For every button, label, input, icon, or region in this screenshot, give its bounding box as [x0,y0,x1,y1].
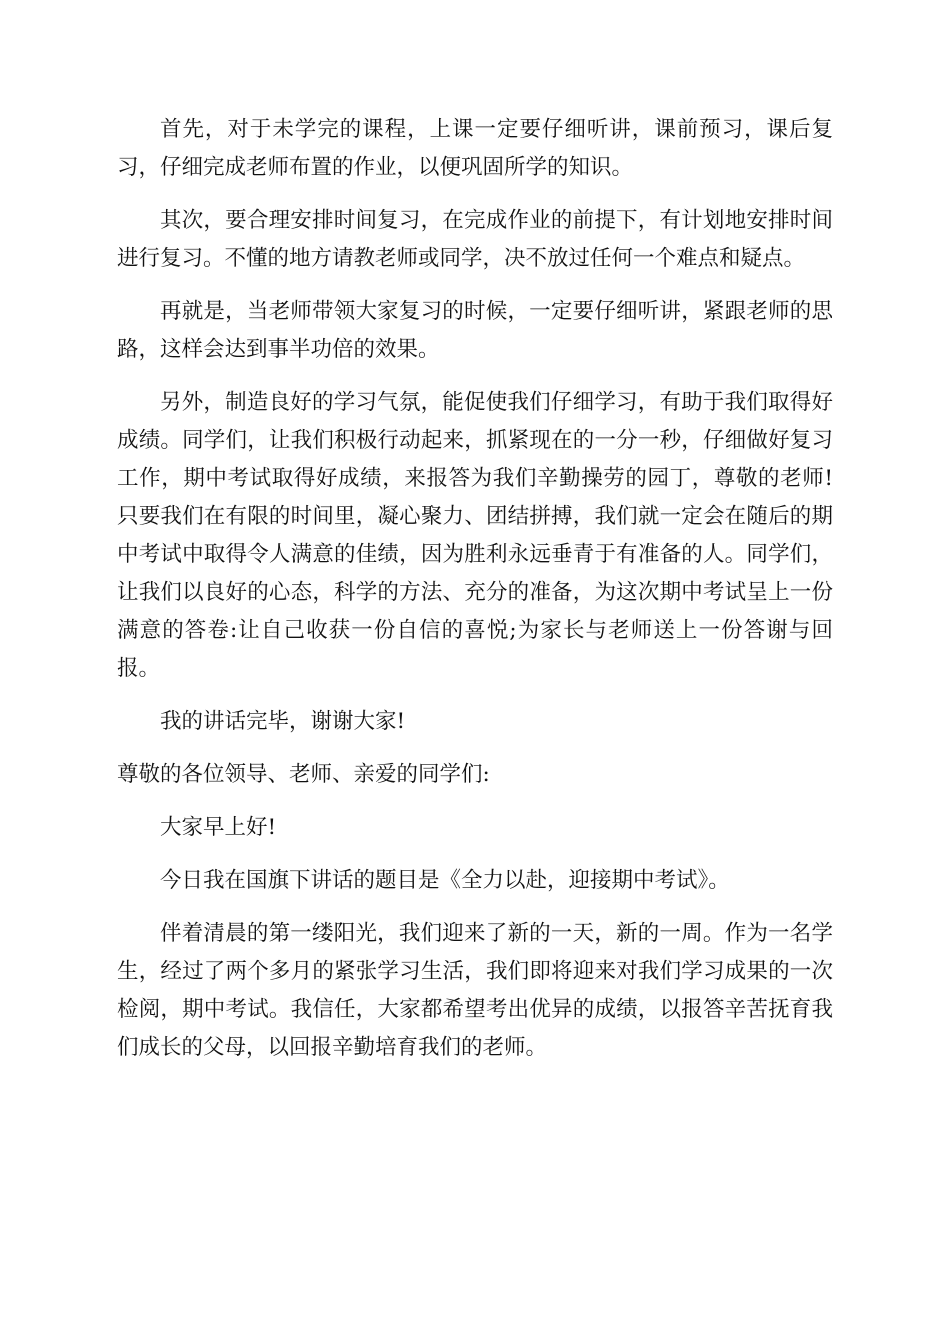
paragraph-study-atmosphere: 另外，制造良好的学习气氛，能促使我们仔细学习，有助于我们取得好成绩。同学们，让我们积极行动起来，抓紧现在的一分一秒，仔细做好复习工作，期中考试取得好成绩，来报答为我们辛勤操劳的园丁，尊敬的老师!只要我们在有限的时间里，凝心聚力、团结拼搏，我们就一定会在随后的期中考试中取得令人满意的佳绩，因为胜利永远垂青于有准备的人。同学们，让我们以良好的心态，科学的方法、充分的准备，为这次期中考试呈上一份满意的答卷:让自己收获一份自信的喜悦;为家长与老师送上一份答谢与回报。 [117,390,833,681]
paragraph-review-lessons: 首先，对于未学完的课程，上课一定要仔细听讲，课前预习，课后复习，仔细完成老师布置的作业，以便巩固所学的知识。 [117,117,833,180]
paragraph-speech-end: 我的讲话完毕，谢谢大家! [160,709,406,734]
paragraph-salutation: 尊敬的各位领导、老师、亲爱的同学们: [117,762,490,787]
paragraph-greeting: 大家早上好! [160,815,277,840]
paragraph-speech-title: 今日我在国旗下讲话的题目是《全力以赴，迎接期中考试》。 [160,868,730,893]
paragraph-follow-teacher: 再就是，当老师带领大家复习的时候，一定要仔细听讲，紧跟老师的思路，这样会达到事半功倍的效果。 [117,299,833,362]
paragraph-schedule-review: 其次，要合理安排时间复习，在完成作业的前提下，有计划地安排时间进行复习。不懂的地方请教老师或同学，决不放过任何一个难点和疑点。 [117,208,833,271]
document-page [117,111,833,1082]
paragraph-morning-sunlight: 伴着清晨的第一缕阳光，我们迎来了新的一天，新的一周。作为一名学生，经过了两个多月的紧张学习生活，我们即将迎来对我们学习成果的一次检阅，期中考试。我信任，大家都希望考出优异的成绩，以报答辛苦抚育我们成长的父母，以回报辛勤培育我们的老师。 [117,921,833,1060]
